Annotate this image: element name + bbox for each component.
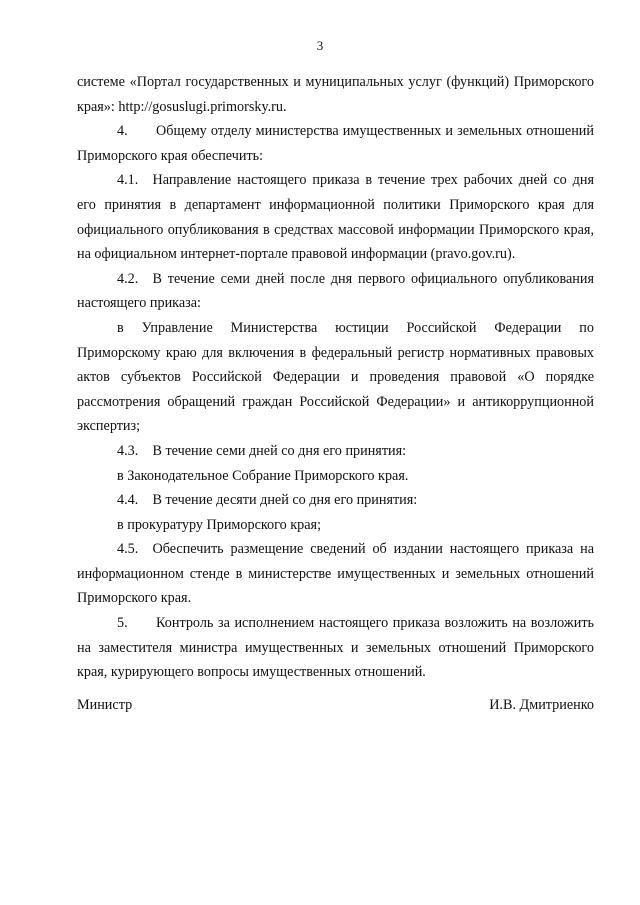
paragraph: в прокуратуру Приморского края; (117, 516, 322, 533)
paragraph: системе «Портал государственных и муниципальных услуг (функций) Приморского края»: http://gosuslugi.primorsky.ru. (77, 74, 594, 115)
page-number: 3 (316, 38, 324, 53)
paragraph: 4. Общему отделу министерства имущественных и земельных отношений Приморского края обеспечить: (77, 123, 594, 164)
document-body (77, 70, 594, 685)
paragraph: в Законодательное Собрание Приморского края. (117, 467, 409, 484)
signatory-position: Министр (77, 697, 133, 713)
paragraph: 4.2. В течение семи дней после дня первого официального опубликования настоящего приказа: (77, 270, 594, 312)
signatory-name: И.В. Дмитриенко (489, 697, 594, 713)
paragraph: 4.5. Обеспечить размещение сведений об издании настоящего приказа на информационном стенде в министерстве имущественных и земельных отношений Приморского края. (77, 541, 594, 607)
paragraph: 5. Контроль за исполнением настоящего приказа возложить на возложить на заместителя министра имущественных и земельных отношений Приморского края, курирующего вопросы имущественных отношений. (77, 615, 594, 681)
paragraph: 4.1. Направление настоящего приказа в течение трех рабочих дней со дня его принятия в департамент информационной политики Приморского края для официального опубликования в средствах массовой информации Приморского края, на официальном интернет-портале правовой информации (pravo.gov.ru). (77, 172, 594, 263)
paragraph: 4.4. В течение десяти дней со дня его принятия: (117, 492, 418, 509)
paragraph: 4.3. В течение семи дней со дня его принятия: (117, 442, 407, 459)
signature-block (77, 697, 594, 714)
paragraph: в Управление Министерства юстиции Российской Федерации по Приморскому краю для включения в федеральный регистр нормативных правовых актов субъектов Российской Федерации и проведения правовой «О порядке рассмотрения обращений граждан Российской Федерации» и антикоррупционной экспертиз; (77, 319, 594, 435)
